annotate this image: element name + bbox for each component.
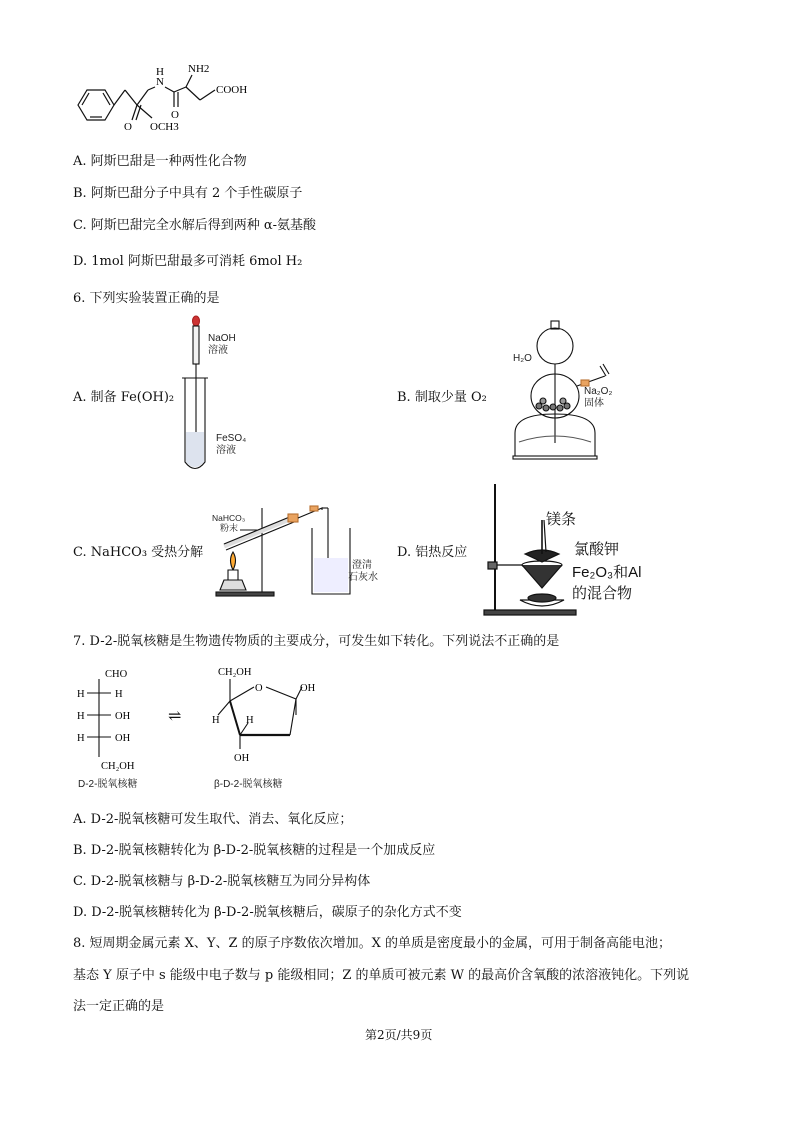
aspartame-o-top: O xyxy=(171,109,179,121)
fischer-oh-right-2: OH xyxy=(115,711,131,722)
fischer-cho: CHO xyxy=(105,669,128,680)
q6-c-nahco3-label: NaHCO₃ xyxy=(212,513,246,523)
q8-stem-line-1: 8. 短周期金属元素 X、Y、Z 的原子序数依次增加。X 的单质是密度最小的金属，可用于制备高能电池； xyxy=(73,936,672,951)
fischer-h-left-3: H xyxy=(77,733,85,744)
aspartame-nh2: NH2 xyxy=(188,63,210,75)
q6-a-naoh-solution-label: 溶液 xyxy=(208,345,228,356)
q6-option-d: D. 铝热反应 xyxy=(397,545,468,560)
q6-b-solid-label: 固体 xyxy=(584,398,604,409)
ring-h-left: H xyxy=(212,715,220,726)
q6-b-na2o2-label: Na₂O₂ xyxy=(584,386,613,397)
q7-option-b: B. D-2-脱氧核糖转化为 β-D-2-脱氧核糖的过程是一个加成反应 xyxy=(73,843,436,858)
q6-d-mg-label: 镁条 xyxy=(546,511,577,528)
q7-equilibrium-arrow: ⇌ xyxy=(168,706,182,725)
fischer-h-left-1: H xyxy=(77,689,85,700)
aspartame-nh-h: H xyxy=(156,66,164,78)
q6-a-naoh-label: NaOH xyxy=(208,333,236,344)
aspartame-structure xyxy=(70,60,270,140)
q6-a-feso4-solution-label: 溶液 xyxy=(216,445,236,456)
q6-d-mixture-label-1: Fe₂O₃和Al xyxy=(572,564,642,581)
q7-stem: 7. D-2-脱氧核糖是生物遗传物质的主要成分，可发生如下转化。下列说法不正确的是 xyxy=(73,634,560,649)
q7-fischer-name: D-2-脱氧核糖 xyxy=(78,779,138,790)
q6-option-c: C. NaHCO₃ 受热分解 xyxy=(73,545,204,560)
q6-c-limewater-label-2: 石灰水 xyxy=(348,572,378,583)
ring-ch2oh: CH₂OH xyxy=(218,667,252,678)
ring-oxygen: O xyxy=(255,683,263,694)
q5-option-a: A. 阿斯巴甜是一种两性化合物 xyxy=(73,154,247,169)
q5-option-c: C. 阿斯巴甜完全水解后得到两种 α-氨基酸 xyxy=(73,218,317,233)
q7-ring-name: β-D-2-脱氧核糖 xyxy=(214,779,283,790)
q7-fischer-projection xyxy=(75,665,155,775)
aspartame-och3: OCH3 xyxy=(150,121,179,133)
q8-stem-line-3: 法一定正确的是 xyxy=(73,999,165,1014)
q6-a-feso4-label: FeSO₄ xyxy=(216,433,247,444)
fischer-h-left-2: H xyxy=(77,711,85,722)
q6-option-a: A. 制备 Fe(OH)₂ xyxy=(73,390,175,405)
aspartame-nh: N xyxy=(156,76,164,88)
q5-option-d: D. 1mol 阿斯巴甜最多可消耗 6mol H₂ xyxy=(73,254,303,269)
fischer-oh-right-3: OH xyxy=(115,733,131,744)
aspartame-o-bottom: O xyxy=(124,121,132,133)
q7-ring-structure xyxy=(210,665,330,775)
q7-option-d: D. D-2-脱氧核糖转化为 β-D-2-脱氧核糖后，碳原子的杂化方式不变 xyxy=(73,905,462,920)
fischer-ch2oh: CH₂OH xyxy=(101,761,135,772)
fischer-h-right-1: H xyxy=(115,689,123,700)
q6-c-powder-label: 粉末 xyxy=(220,523,239,533)
ring-oh-bottom: OH xyxy=(234,753,250,764)
page-footer: 第2页/共9页 xyxy=(365,1028,433,1042)
q6-c-limewater-label-1: 澄清 xyxy=(352,560,372,571)
ring-h-mid: H xyxy=(246,715,254,726)
q6-apparatus-a xyxy=(178,312,208,477)
q7-option-c: C. D-2-脱氧核糖与 β-D-2-脱氧核糖互为同分异构体 xyxy=(73,874,371,889)
q5-option-b: B. 阿斯巴甜分子中具有 2 个手性碳原子 xyxy=(73,186,303,201)
q6-b-h2o-label: H₂O xyxy=(513,353,532,364)
q6-stem: 6. 下列实验装置正确的是 xyxy=(73,291,220,306)
q6-d-kclo3-label: 氯酸钾 xyxy=(574,541,620,558)
q6-option-b: B. 制取少量 O₂ xyxy=(397,390,487,405)
q6-d-mixture-label-2: 的混合物 xyxy=(572,585,633,602)
q8-stem-line-2: 基态 Y 原子中 s 能级中电子数与 p 能级相同；Z 的单质可被元素 W 的最高价含氧酸的浓溶液钝化。下列说 xyxy=(73,968,690,983)
ring-oh-right: OH xyxy=(300,683,316,694)
aspartame-cooh: COOH xyxy=(216,84,248,96)
q7-option-a: A. D-2-脱氧核糖可发生取代、消去、氧化反应； xyxy=(73,812,353,827)
